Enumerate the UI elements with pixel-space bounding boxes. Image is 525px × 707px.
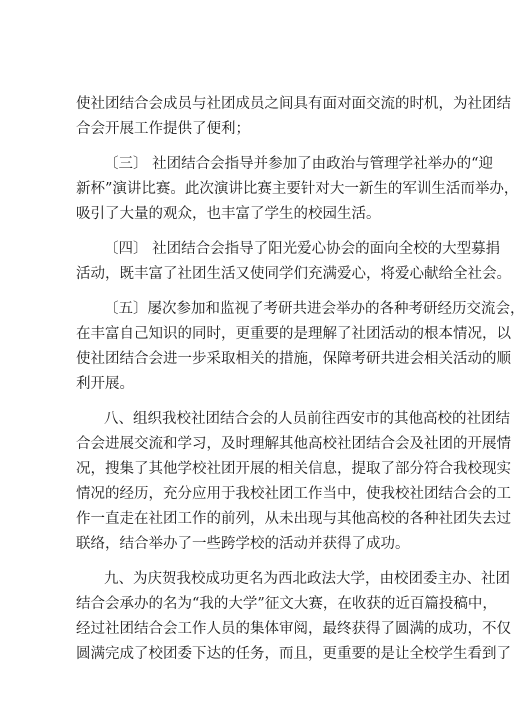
text-line: 联络，结合举办了一些跨学校的活动并获得了成功。 (76, 536, 410, 552)
text-line: 八、组织我校社团结合会的人员前往西安市的其他高校的社团结 (104, 411, 510, 427)
body-text (76, 92, 525, 677)
text-line: 〔五〕屡次参加和监视了考研共进会举办的各种考研经历交流会， (104, 301, 525, 317)
paragraph (76, 237, 511, 287)
paragraph (76, 152, 519, 227)
text-line: 〔四〕 社团结合会指导了阳光爱心协会的面向全校的大型募捐 (104, 241, 501, 257)
paragraph (76, 297, 525, 397)
text-line: 在丰富自己知识的同时，更重要的是理解了社团活动的根本情况，以 (76, 326, 511, 342)
text-line: 合会进展交流和学习，及时理解其他高校社团结合会及社团的开展情 (76, 436, 511, 452)
text-line: 圆满完成了校团委下达的任务，而且，更重要的是让全校学生看到了 (76, 646, 511, 662)
paragraph (76, 567, 511, 667)
text-line: 吸引了大量的观众，也丰富了学生的校园生活。 (76, 206, 381, 222)
text-line: 〔三〕 社团结合会指导并参加了由政治与管理学社举办的“迎 (104, 156, 494, 172)
text-line: 九、为庆贺我校成功更名为西北政法大学，由校团委主办、社团 (104, 571, 510, 587)
paragraph (76, 407, 511, 557)
text-line: 使社团结合会进一步采取相关的措施，保障考研共进会相关活动的顺 (76, 351, 511, 367)
text-line: 使社团结合会成员与社团成员之间具有面对面交流的时机，为社团结 (76, 96, 511, 112)
paragraph (76, 92, 511, 142)
text-line: 情况的经历，充分应用于我校社团工作当中，使我校社团结合会的工 (76, 486, 511, 502)
text-line: 结合会承办的名为“我的大学”征文大赛，在收获的近百篇投稿中， (76, 596, 497, 612)
text-line: 利开展。 (76, 376, 134, 392)
text-line: 新杯”演讲比赛。此次演讲比赛主要针对大一新生的军训生活而举办， (76, 181, 519, 197)
text-line: 活动，既丰富了社团生活又使同学们充满爱心，将爱心献给全社会。 (76, 266, 511, 282)
text-line: 经过社团结合会工作人员的集体审阅，最终获得了圆满的成功，不仅 (76, 621, 511, 637)
text-line: 合会开展工作提供了便利； (76, 121, 250, 137)
text-line: 作一直走在社团工作的前列，从未出现与其他高校的各种社团失去过 (76, 511, 511, 527)
text-line: 况，搜集了其他学校社团开展的相关信息，提取了部分符合我校现实 (76, 461, 511, 477)
